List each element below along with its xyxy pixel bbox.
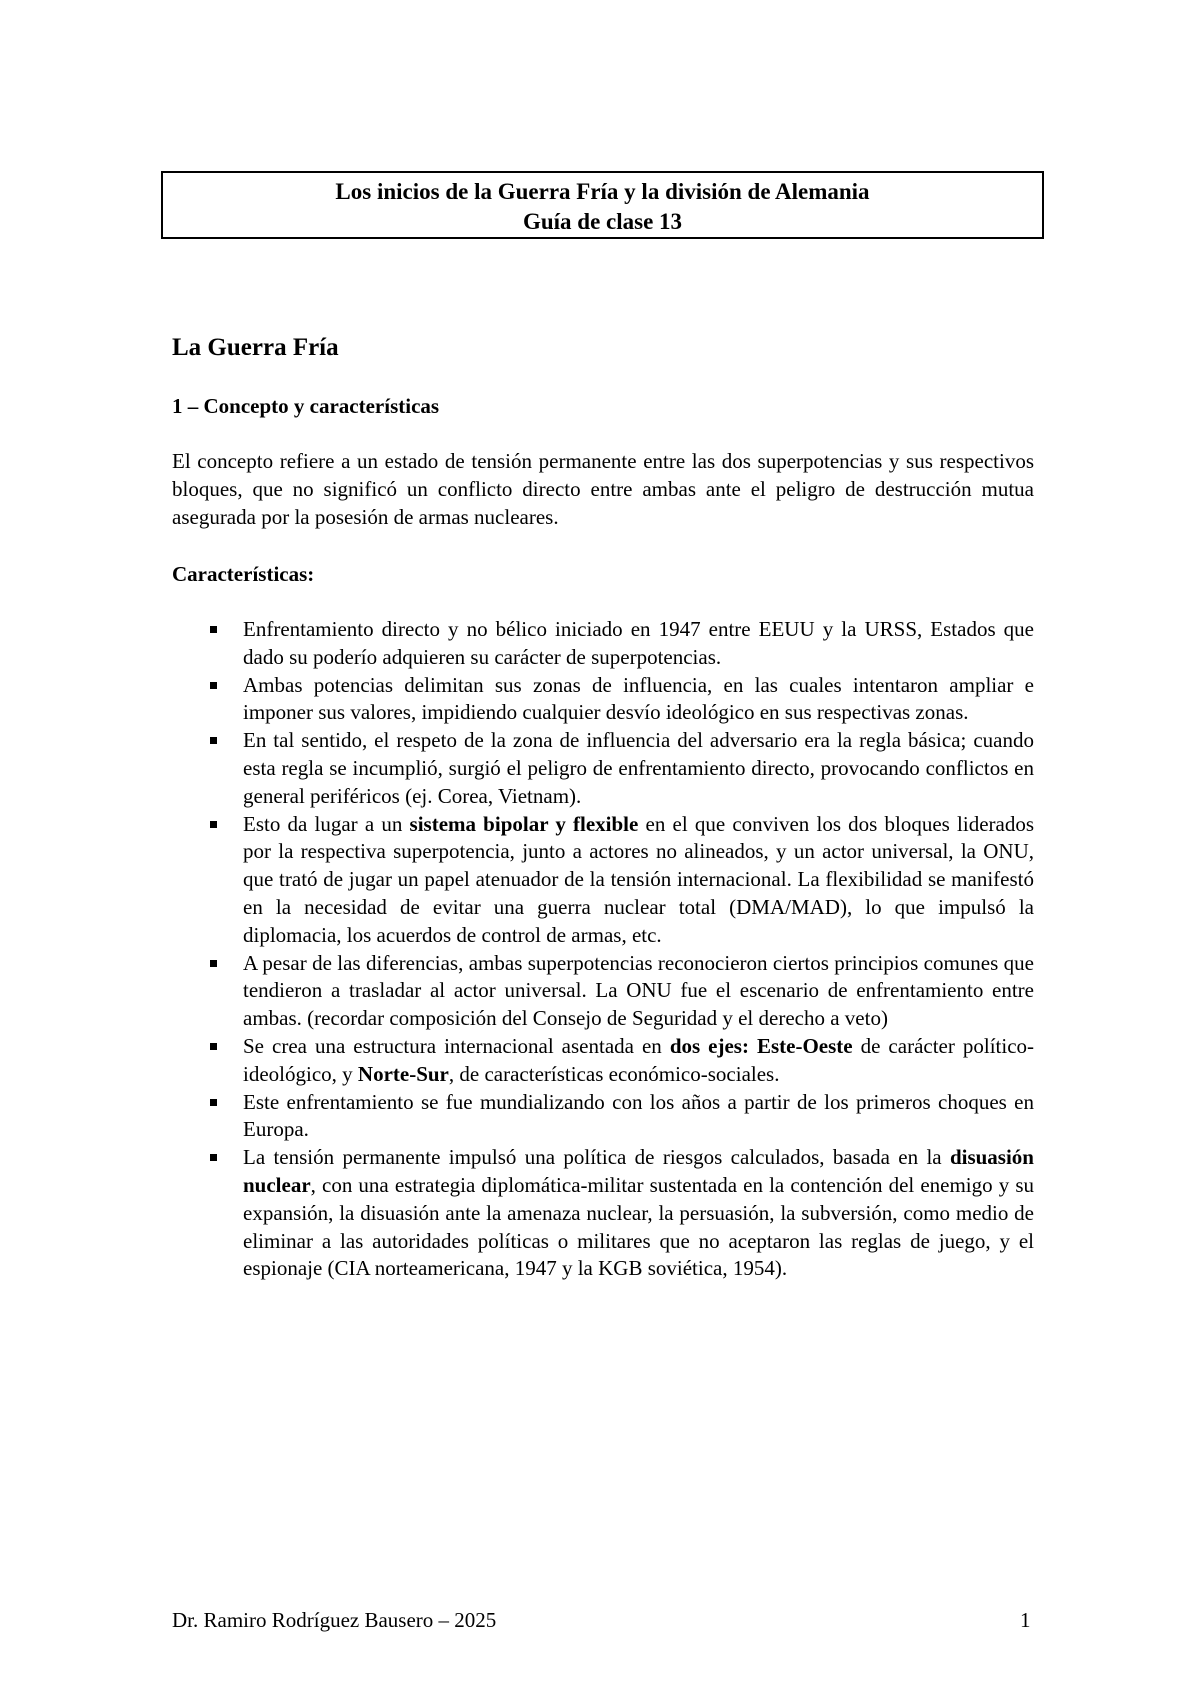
square-bullet-icon: [210, 960, 217, 967]
list-item-text: Esto da lugar a un: [243, 811, 410, 836]
intro-paragraph: El concepto refiere a un estado de tensión permanente entre las dos superpotencias y sus respectivos bloques, que no significó un conflicto directo entre ambas ante el peligro de destrucción mutua asegurada por la posesión de armas nucleares.: [172, 449, 1034, 529]
list-item: [172, 1089, 1034, 1145]
subsection-heading: 1 – Concepto y características: [172, 394, 440, 418]
list-item: [172, 727, 1034, 810]
page-number: 1: [1020, 1608, 1031, 1632]
list-item: [172, 672, 1034, 728]
square-bullet-icon: [210, 1154, 217, 1161]
bold-text: disuasión nuclear: [243, 1145, 1034, 1197]
list-item: [172, 616, 1034, 672]
bold-text: sistema bipolar y flexible: [409, 811, 639, 836]
section-heading: La Guerra Fría: [172, 334, 339, 361]
list-item-text: Se crea una estructura internacional asentada en: [243, 1033, 670, 1058]
document-title-box: [161, 171, 1044, 239]
list-item-text: de carácter político-ideológico, y: [243, 1033, 1035, 1086]
list-item-text: La tensión permanente impulsó una política de riesgos calculados, basada en la: [243, 1145, 950, 1170]
list-item-text: En tal sentido, el respeto de la zona de influencia del adversario era la regla básica; cuando esta regla se incumplió, surgió el peligro de enfrentamiento directo, provocando conflictos en general periféricos (ej. Corea, Vietnam).: [243, 728, 1034, 808]
square-bullet-icon: [210, 682, 217, 689]
list-item-text: A pesar de las diferencias, ambas superpotencias reconocieron ciertos principios comunes que tendieron a trasladar al actor universal. La ONU fue el escenario de enfrentamiento entre ambas. (recordar composición del Consejo de Seguridad y el derecho a veto): [243, 950, 1034, 1031]
list-item: [172, 811, 1034, 950]
document-subtitle: Guía de clase 13: [522, 209, 683, 234]
square-bullet-icon: [210, 1043, 217, 1050]
bullet-list: [172, 616, 1034, 1283]
footer-author: Dr. Ramiro Rodríguez Bausero – 2025: [172, 1608, 497, 1632]
list-item-text: Este enfrentamiento se fue mundializando con los años a partir de los primeros choques en Europa.: [243, 1089, 1034, 1142]
list-item-text: , de características económico-sociales.: [448, 1061, 780, 1086]
list-item: [172, 950, 1034, 1033]
square-bullet-icon: [210, 1099, 217, 1106]
list-item-text: en el que conviven los dos bloques liderados por la respectiva superpotencia, junto a actores no alineados, y un actor universal, la ONU, que trató de jugar un papel atenuador de la tensión internacional. La flexibilidad se manifestó en la necesidad de evitar una guerra nuclear total (DMA/MAD), lo que impulsó la diplomacia, los acuerdos de control de armas, etc.: [243, 811, 1034, 947]
document-title: Los inicios de la Guerra Fría y la división de Alemania: [335, 179, 870, 204]
square-bullet-icon: [210, 737, 217, 744]
list-item: [172, 1033, 1034, 1089]
bold-text: Norte-Sur: [357, 1061, 449, 1086]
list-item-text: Ambas potencias delimitan sus zonas de influencia, en las cuales intentaron ampliar e imponer sus valores, impidiendo cualquier desvío ideológico en sus respectivas zonas.: [243, 672, 1034, 725]
square-bullet-icon: [210, 626, 217, 633]
list-item: [172, 1144, 1034, 1283]
features-label: Características:: [172, 562, 315, 586]
bold-text: dos ejes: Este-Oeste: [669, 1033, 853, 1058]
list-item-text: , con una estrategia diplomática-militar sustentada en la contención del enemigo y su expansión, la disuasión ante la amenaza nuclear, la persuasión, la subversión, como medio de eliminar a las autoridades políticas o militares que no aceptaron las reglas de juego, y el espionaje (CIA norteamericana, 1947 y la KGB soviética, 1954).: [243, 1172, 1034, 1281]
square-bullet-icon: [210, 821, 217, 828]
list-item-text: Enfrentamiento directo y no bélico iniciado en 1947 entre EEUU y la URSS, Estados que dado su poderío adquieren su carácter de superpotencias.: [243, 617, 1034, 669]
